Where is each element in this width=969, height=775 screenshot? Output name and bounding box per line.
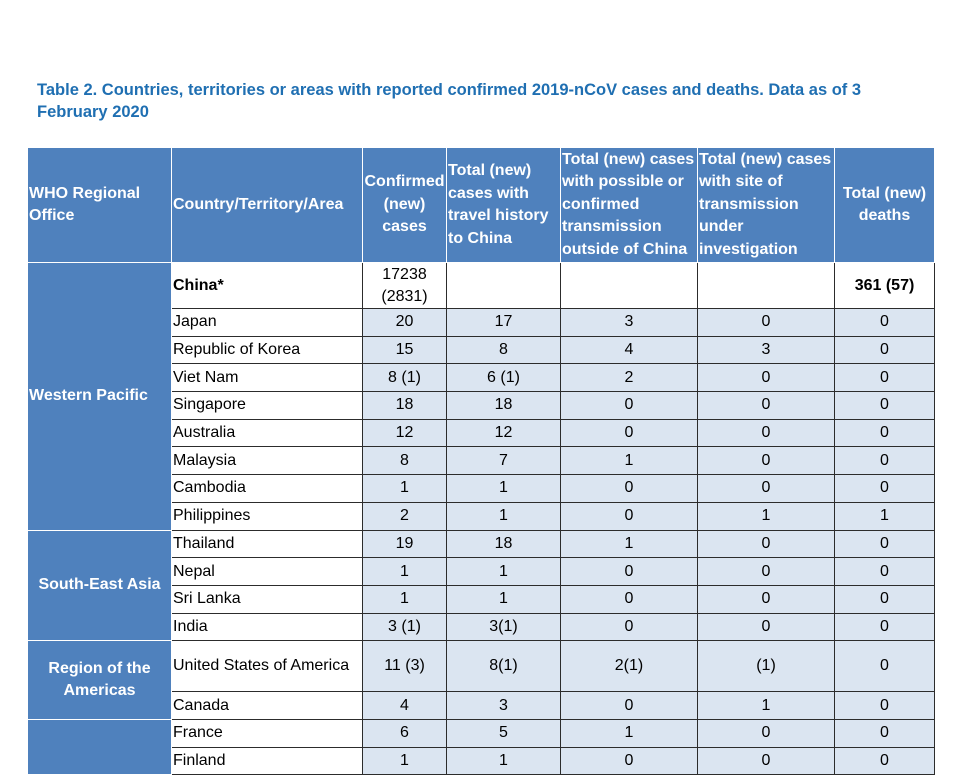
outside-cell: 3 [561,309,698,337]
country-cell: Sri Lanka [172,585,363,613]
outside-cell: 0 [561,585,698,613]
confirmed-cell: 12 [363,419,447,447]
travel-cell: 17 [447,309,561,337]
country-cell: Malaysia [172,447,363,475]
country-cell: Canada [172,692,363,720]
travel-cell: 1 [447,502,561,530]
investigation-cell: 1 [698,692,835,720]
travel-cell [447,263,561,309]
region-americas: Region of the Americas [28,641,172,720]
outside-cell: 0 [561,692,698,720]
confirmed-cell: 3 (1) [363,613,447,641]
deaths-cell: 0 [835,419,935,447]
travel-cell: 18 [447,392,561,420]
deaths-cell: 0 [835,613,935,641]
header-row [28,148,935,263]
outside-cell: 2 [561,364,698,392]
header-outside-china: Total (new) cases with possible or confirmed transmission outside of China [561,148,698,263]
confirmed-cell: 20 [363,309,447,337]
country-cell: Thailand [172,530,363,558]
country-cell: Australia [172,419,363,447]
confirmed-cell: 1 [363,747,447,775]
region-europe [28,719,172,774]
outside-cell: 0 [561,613,698,641]
confirmed-cell: 1 [363,585,447,613]
investigation-cell: 0 [698,530,835,558]
table-caption: Table 2. Countries, territories or areas with reported confirmed 2019-nCoV cases and deaths. Data as of 3 February 2020 [37,81,862,121]
travel-cell: 1 [447,475,561,503]
country-cell: Finland [172,747,363,775]
table-row [28,641,935,692]
investigation-cell: 0 [698,447,835,475]
outside-cell: 0 [561,747,698,775]
travel-cell: 1 [447,558,561,586]
confirmed-cell [363,263,447,309]
investigation-cell: 0 [698,309,835,337]
confirmed-total: 17238 [382,265,427,283]
outside-cell: 1 [561,530,698,558]
confirmed-cell: 1 [363,475,447,503]
investigation-cell [698,263,835,309]
travel-cell: 8(1) [447,641,561,692]
header-region: WHO Regional Office [28,148,172,263]
travel-cell: 7 [447,447,561,475]
investigation-cell: 0 [698,719,835,747]
investigation-cell: 0 [698,419,835,447]
travel-cell: 3(1) [447,613,561,641]
investigation-cell: 0 [698,747,835,775]
region-western-pacific: Western Pacific [28,263,172,531]
outside-cell: 0 [561,558,698,586]
cases-table [27,147,935,775]
country-cell: France [172,719,363,747]
outside-cell: 4 [561,336,698,364]
country-cell: Philippines [172,502,363,530]
country-cell: China* [172,263,363,309]
travel-cell: 18 [447,530,561,558]
confirmed-cell: 8 [363,447,447,475]
investigation-cell: 3 [698,336,835,364]
outside-cell [561,263,698,309]
deaths-cell: 0 [835,309,935,337]
deaths-cell: 0 [835,558,935,586]
travel-cell: 8 [447,336,561,364]
travel-cell: 1 [447,585,561,613]
investigation-cell: 0 [698,613,835,641]
country-cell: India [172,613,363,641]
deaths-cell: 0 [835,585,935,613]
deaths-cell: 0 [835,475,935,503]
investigation-cell: 1 [698,502,835,530]
region-south-east-asia: South-East Asia [28,530,172,641]
confirmed-cell: 8 (1) [363,364,447,392]
table-row [28,719,935,747]
country-cell: Cambodia [172,475,363,503]
deaths-cell: 0 [835,641,935,692]
investigation-cell: 0 [698,392,835,420]
table-row [28,263,935,309]
confirmed-cell: 19 [363,530,447,558]
deaths-cell: 1 [835,502,935,530]
header-country: Country/Territory/Area [172,148,363,263]
country-cell: Viet Nam [172,364,363,392]
deaths-cell: 361 (57) [835,263,935,309]
travel-cell: 3 [447,692,561,720]
header-confirmed: Confirmed (new) cases [363,148,447,263]
outside-cell: 0 [561,475,698,503]
confirmed-cell: 4 [363,692,447,720]
country-cell: Japan [172,309,363,337]
confirmed-cell: 15 [363,336,447,364]
deaths-cell: 0 [835,447,935,475]
deaths-cell: 0 [835,719,935,747]
country-cell: United States of America [172,641,363,692]
outside-cell: 2(1) [561,641,698,692]
confirmed-cell: 11 (3) [363,641,447,692]
outside-cell: 0 [561,502,698,530]
travel-cell: 1 [447,747,561,775]
travel-cell: 6 (1) [447,364,561,392]
country-cell: Republic of Korea [172,336,363,364]
travel-cell: 5 [447,719,561,747]
investigation-cell: (1) [698,641,835,692]
header-deaths: Total (new) deaths [835,148,935,263]
deaths-cell: 0 [835,364,935,392]
deaths-cell: 0 [835,336,935,364]
deaths-cell: 0 [835,747,935,775]
outside-cell: 0 [561,392,698,420]
header-travel-history: Total (new) cases with travel history to China [447,148,561,263]
outside-cell: 0 [561,419,698,447]
outside-cell: 1 [561,447,698,475]
investigation-cell: 0 [698,364,835,392]
investigation-cell: 0 [698,475,835,503]
confirmed-cell: 18 [363,392,447,420]
outside-cell: 1 [561,719,698,747]
investigation-cell: 0 [698,558,835,586]
travel-cell: 12 [447,419,561,447]
table-row [28,530,935,558]
deaths-cell: 0 [835,530,935,558]
country-cell: Singapore [172,392,363,420]
investigation-cell: 0 [698,585,835,613]
deaths-cell: 0 [835,692,935,720]
header-under-investigation: Total (new) cases with site of transmission under investigation [698,148,835,263]
country-cell: Nepal [172,558,363,586]
confirmed-new: (2831) [381,287,428,305]
confirmed-cell: 1 [363,558,447,586]
confirmed-cell: 2 [363,502,447,530]
confirmed-cell: 6 [363,719,447,747]
deaths-cell: 0 [835,392,935,420]
